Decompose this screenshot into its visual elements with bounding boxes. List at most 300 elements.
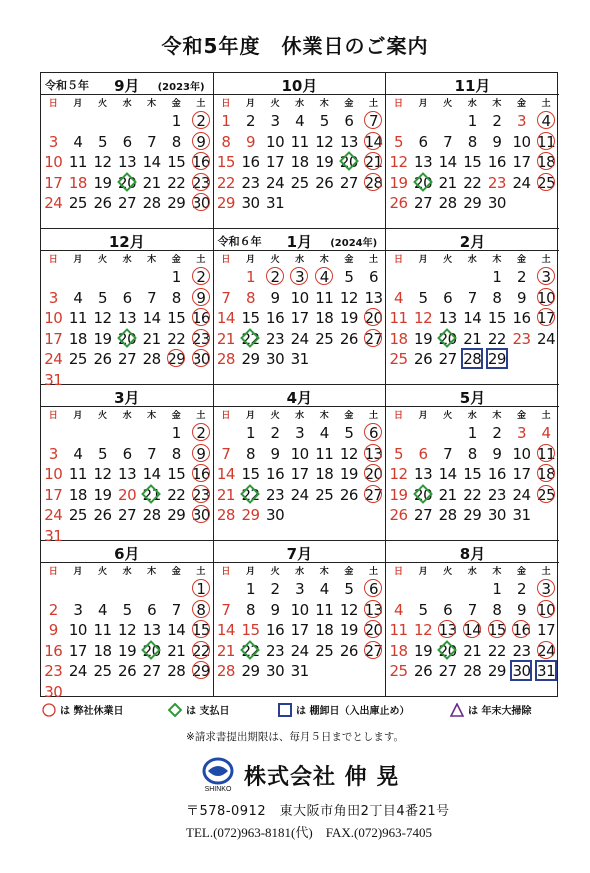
weekday-label: 水 [467,411,477,421]
circle-mark-icon [42,703,56,717]
month-header [386,385,559,407]
legend-payday-label: は 支払日 [186,706,230,717]
calendar-day: 4 [295,112,305,130]
weekday-label: 木 [492,255,502,265]
calendar-day: 30 [266,662,285,681]
calendar-day: 17 [534,308,559,328]
calendar-day: 4 [73,288,83,307]
weekday-label: 土 [196,411,206,421]
calendar-day: 12 [339,444,358,463]
calendar-day: 27 [361,485,386,505]
calendar-day: 9 [189,288,214,308]
calendar-day: 16 [512,309,531,328]
weekday-label: 月 [418,255,428,265]
weekday-label: 土 [368,567,378,577]
calendar-day: 26 [389,506,408,525]
calendar-day: 15 [241,621,260,640]
calendar-day: 1 [492,268,502,286]
calendar-day: 13 [364,288,383,307]
month-name: 6月 [114,545,140,563]
weekday-label: 月 [245,99,255,109]
weekday-label: 月 [418,411,428,421]
calendar-day: 15 [189,620,214,640]
calendar-day: 2 [189,267,214,287]
weekday-label: 土 [196,99,206,109]
month-name: 8月 [459,545,486,563]
weekday-label: 金 [516,411,526,421]
calendar-day: 25 [389,662,408,681]
calendar-day: 10 [266,132,285,151]
calendar-day: 16 [189,152,214,172]
calendar-day: 1 [245,580,255,598]
calendar-day: 17 [44,329,63,348]
calendar-day: 25 [389,350,408,369]
calendar-day: 12 [93,465,112,484]
weekday-label: 日 [393,255,403,265]
calendar-day: 26 [414,350,433,369]
weekday-label: 金 [344,99,354,109]
calendar-day: 17 [266,153,285,172]
weekday-label: 火 [270,411,280,421]
calendar-day: 9 [516,288,526,307]
month-header [41,385,213,407]
calendar-day: 6 [361,579,386,599]
calendar-day: 10 [290,600,309,619]
calendar-day: 9 [270,600,280,619]
calendar-day: 19 [339,621,358,640]
calendar-day: 18 [389,641,408,660]
calendar-day: 27 [414,506,433,525]
calendar-day: 29 [164,349,189,369]
calendar-day: 14 [460,620,485,640]
weekday-label: 土 [541,411,551,421]
calendar-day: 3 [295,580,305,598]
calendar-day: 21 [438,485,457,504]
weekday-label: 金 [516,255,526,265]
calendar-day: 4 [97,600,107,619]
calendar-day: 8 [245,444,255,463]
calendar-day: 24 [68,662,87,681]
month-header [214,385,386,407]
calendar-day: 29 [189,661,214,681]
month-header [41,229,213,251]
calendar-day: 14 [438,153,457,172]
calendar-day: 29 [167,506,186,525]
month-block [386,385,559,541]
weekday-label: 金 [516,99,526,109]
weekday-label: 日 [393,411,403,421]
calendar-day: 11 [68,465,87,484]
calendar-day: 28 [216,350,235,369]
calendar-day: 29 [487,662,506,681]
calendar-day: 1 [245,268,255,286]
calendar-day: 13 [118,465,137,484]
calendar-day: 2 [270,580,280,598]
calendar-day: 19 [339,309,358,328]
calendar-day: 2 [48,600,58,619]
weekday-label: 土 [196,567,206,577]
calendar-grid [40,72,558,701]
calendar-day: 6 [368,268,378,286]
calendar-day: 4 [73,444,83,463]
calendar-day: 4 [73,132,83,151]
weekday-label: 火 [97,99,107,109]
weekday-label: 水 [122,255,132,265]
weekday-label: 金 [171,255,181,265]
calendar-day: 7 [147,132,157,151]
page-title: 令和5年度 休業日のご案内 [161,34,429,58]
calendar-day: 22 [238,485,263,505]
weekday-label: 月 [73,255,83,265]
calendar-day: 12 [339,600,358,619]
calendar-day: 13 [339,132,358,151]
weekday-label: 木 [492,411,502,421]
calendar-day: 25 [68,350,87,369]
calendar-day: 7 [221,288,231,307]
calendar-day: 8 [467,444,477,463]
legend-cleaning [450,702,531,717]
calendar-day: 17 [290,465,309,484]
calendar-day: 11 [534,132,559,152]
calendar-day: 24 [512,173,531,192]
calendar-day: 29 [241,662,260,681]
calendar-day: 9 [245,132,255,151]
calendar-day: 13 [414,465,433,484]
calendar-day: 19 [339,465,358,484]
calendar-day: 3 [73,600,83,619]
company-logo [198,757,238,793]
calendar-day: 8 [171,132,181,151]
calendar-day: 5 [122,600,132,619]
calendar-day: 2 [492,112,502,130]
calendar-day: 27 [361,329,386,349]
calendar-day: 26 [339,641,358,660]
month-name: 10月 [281,77,318,95]
calendar-day: 18 [68,485,87,504]
calendar-day: 21 [142,173,161,192]
month-block [214,73,387,229]
calendar-day: 12 [339,288,358,307]
calendar-day: 19 [93,329,112,348]
billing-note: ※請求書提出期限は、毎月５日までとします。 [186,731,404,743]
calendar-day: 2 [516,268,526,286]
calendar-day: 16 [189,464,214,484]
calendar-day: 28 [216,506,235,525]
month-header [41,73,213,95]
calendar-day: 19 [118,641,137,660]
calendar-day: 29 [485,349,510,369]
calendar-day: 6 [443,600,453,619]
month-block [386,73,559,229]
weekday-label: 日 [221,567,231,577]
calendar-day: 14 [438,465,457,484]
calendar-day: 29 [241,350,260,369]
calendar-day: 16 [266,465,285,484]
calendar-day: 30 [266,350,285,369]
calendar-day: 26 [118,662,137,681]
weekday-label: 月 [245,255,255,265]
weekday-label: 火 [97,567,107,577]
calendar-day: 10 [44,153,63,172]
calendar-day: 21 [167,641,186,660]
era-label: 令和５年 [45,79,89,92]
calendar-day: 16 [487,153,506,172]
calendar-day: 14 [142,309,161,328]
calendar-day: 30 [241,194,260,213]
calendar-day: 16 [189,308,214,328]
calendar-day: 17 [512,465,531,484]
calendar-day: 22 [238,641,263,661]
calendar-day: 22 [463,173,482,192]
calendar-day: 8 [189,600,214,620]
calendar-day: 1 [171,268,181,286]
calendar-day: 26 [315,173,334,192]
calendar-day: 19 [93,173,112,192]
calendar-day: 8 [171,288,181,307]
calendar-day: 12 [389,153,408,172]
calendar-day: 13 [361,600,386,620]
company-address: 〒578-0912 東大阪市角田2丁目4番21号 [186,804,450,819]
calendar-day: 23 [266,485,285,504]
calendar-day: 5 [418,288,428,307]
weekday-label: 土 [541,567,551,577]
calendar-day: 13 [142,621,161,640]
calendar-day: 17 [44,485,63,504]
weekday-label: 火 [443,567,453,577]
calendar-day: 6 [122,288,132,307]
calendar-day: 27 [361,641,386,661]
calendar-day: 11 [290,132,309,151]
weekday-label: 水 [122,411,132,421]
calendar-day: 10 [512,132,531,151]
weekday-label: 金 [344,411,354,421]
weekday-label: 水 [122,567,132,577]
weekday-label: 土 [368,411,378,421]
calendar-day: 23 [241,173,260,192]
weekday-label: 土 [541,255,551,265]
weekday-label: 金 [171,567,181,577]
month-name: 1月 [286,233,313,251]
calendar-day: 23 [189,329,214,349]
calendar-day: 15 [241,309,260,328]
legend-inventory-label: は 棚卸日（入出庫止め） [296,706,410,717]
weekday-label: 木 [147,99,157,109]
month-name: 9月 [114,77,140,95]
calendar-day: 21 [463,329,482,348]
calendar-day: 24 [44,506,63,525]
calendar-day: 3 [48,132,58,151]
month-block [41,229,214,389]
calendar-day: 11 [389,621,408,640]
calendar-day: 27 [118,194,137,213]
weekday-label: 木 [319,255,329,265]
calendar-day: 28 [142,194,161,213]
weekday-label: 日 [48,99,58,109]
weekday-label: 金 [171,411,181,421]
calendar-day: 13 [361,444,386,464]
calendar-day: 27 [438,662,457,681]
calendar-day: 14 [216,309,235,328]
month-block [41,541,214,701]
calendar-day: 17 [290,309,309,328]
calendar-day: 7 [443,132,453,151]
calendar-day: 18 [315,309,334,328]
calendar-day: 25 [315,329,334,348]
calendar-day: 13 [414,153,433,172]
calendar-day: 1 [189,579,214,599]
calendar-day: 10 [512,444,531,463]
calendar-day: 4 [393,600,403,619]
calendar-day: 21 [361,152,386,172]
calendar-day: 3 [48,288,58,307]
calendar-day: 7 [221,444,231,463]
weekday-label: 火 [443,411,453,421]
era-label: 令和６年 [217,235,262,248]
calendar-day: 1 [171,424,181,442]
month-header [386,541,559,563]
weekday-label: 水 [295,99,305,109]
month-header [386,229,559,251]
calendar-day: 31 [290,350,309,369]
calendar-day: 4 [534,111,559,131]
calendar-day: 6 [122,132,132,151]
calendar-day: 5 [418,600,428,619]
calendar-day: 16 [44,641,63,660]
calendar-day: 28 [142,506,161,525]
calendar-day: 11 [315,444,334,463]
calendar-day: 15 [487,309,506,328]
month-header [41,541,213,563]
month-name: 3月 [114,389,140,407]
calendar-day: 9 [189,444,214,464]
calendar-day: 5 [344,268,354,286]
calendar-day: 28 [216,662,235,681]
calendar-day: 24 [44,350,63,369]
weekday-label: 日 [48,255,58,265]
calendar-day: 24 [537,329,556,348]
month-header [214,73,386,95]
calendar-day: 15 [463,465,482,484]
legend-cleaning-label: は 年末大掃除 [468,706,532,717]
calendar-day: 16 [241,153,260,172]
weekday-label: 水 [122,99,132,109]
calendar-day: 28 [460,349,485,369]
calendar-day: 29 [167,194,186,213]
weekday-label: 日 [221,411,231,421]
calendar-day: 23 [487,485,506,504]
calendar-day: 20 [139,641,164,661]
calendar-day: 9 [270,288,280,307]
diamond-mark-icon [168,703,182,717]
calendar-day: 29 [241,506,260,525]
calendar-day: 17 [44,173,63,192]
calendar-day: 6 [344,112,354,130]
calendar-day: 20 [115,173,140,193]
weekday-label: 木 [319,411,329,421]
weekday-label: 水 [295,567,305,577]
weekday-label: 火 [270,567,280,577]
calendar-day: 27 [142,662,161,681]
calendar-day: 8 [221,132,231,151]
calendar-day: 21 [463,641,482,660]
month-block [41,385,214,545]
weekday-label: 土 [368,255,378,265]
calendar-day: 15 [485,620,510,640]
weekday-label: 木 [492,99,502,109]
weekday-label: 金 [171,99,181,109]
calendar-day: 23 [266,329,285,348]
triangle-mark-icon [450,703,464,717]
month-block [41,73,214,229]
month-header [214,229,386,251]
calendar-day: 23 [44,662,63,681]
calendar-day: 1 [467,424,477,442]
weekday-label: 木 [492,567,502,577]
calendar-day: 8 [245,600,255,619]
calendar-day: 19 [93,485,112,504]
calendar-day: 27 [118,350,137,369]
calendar-day: 19 [414,641,433,660]
calendar-day: 26 [414,662,433,681]
calendar-day: 1 [221,112,231,130]
calendar-day: 5 [97,444,107,463]
calendar-day: 2 [245,112,255,130]
calendar-day: 9 [516,600,526,619]
calendar-day: 9 [270,444,280,463]
weekday-label: 月 [73,99,83,109]
calendar-day: 22 [487,641,506,660]
calendar-day: 22 [167,329,186,348]
calendar-day: 15 [216,153,235,172]
calendar-day: 24 [512,485,531,504]
calendar-day: 29 [463,506,482,525]
calendar-day: 4 [319,424,329,442]
logo-text: SHINKO [204,786,232,793]
weekday-label: 土 [196,255,206,265]
month-block [386,541,559,697]
calendar-day: 6 [418,132,428,151]
calendar-day: 22 [487,329,506,348]
calendar-day: 5 [393,132,403,151]
calendar-day: 28 [167,662,186,681]
calendar-day: 6 [122,444,132,463]
calendar-day: 3 [48,444,58,463]
calendar-day: 6 [443,288,453,307]
calendar-day: 20 [361,308,386,328]
calendar-day: 7 [467,288,477,307]
calendar-day: 25 [93,662,112,681]
calendar-day: 15 [463,153,482,172]
calendar-day: 30 [487,194,506,213]
month-block [386,229,559,385]
calendar-day: 30 [189,349,214,369]
calendar-day: 9 [189,132,214,152]
calendar-day: 7 [467,600,477,619]
calendar-day: 16 [266,621,285,640]
calendar-day: 7 [147,288,157,307]
calendar-day: 6 [147,600,157,619]
calendar-day: 25 [68,194,87,213]
calendar-day: 26 [389,194,408,213]
calendar-day: 19 [315,153,334,172]
calendar-day: 5 [344,580,354,598]
calendar-day: 18 [534,464,559,484]
month-name: 7月 [286,545,313,563]
calendar-day: 4 [541,424,551,442]
calendar-day: 28 [463,662,482,681]
weekday-label: 火 [270,99,280,109]
calendar-day: 15 [167,153,186,172]
